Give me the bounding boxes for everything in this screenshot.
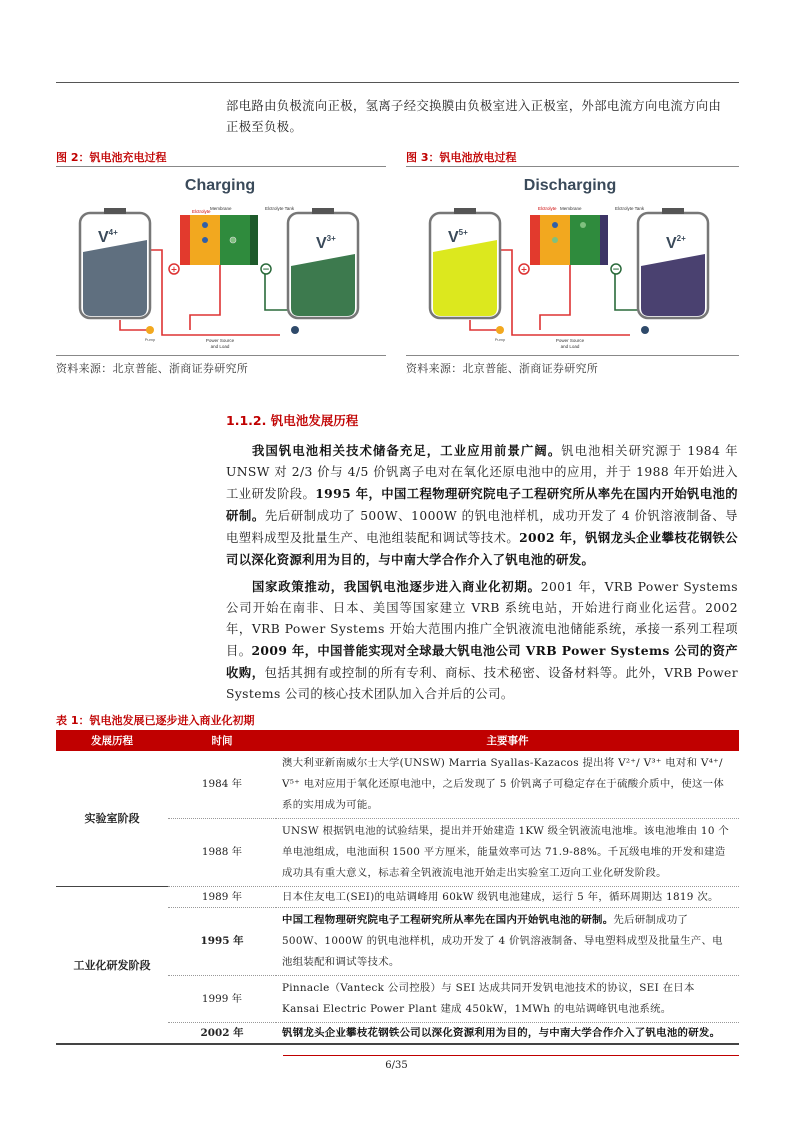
right-ion-label: $V^{2+}$ (666, 234, 686, 252)
table-caption: 表 1：钒电池发展已逐步进入商业化初期 (56, 714, 255, 727)
svg-text:+: + (520, 264, 528, 274)
figure-3-discharging-diagram (420, 170, 720, 356)
pump-left-icon (496, 326, 504, 334)
figure-2-title: Charging (184, 177, 256, 194)
section-paragraph-1: 我国钒电池相关技术储备充足，工业应用前景广阔。钒电池相关研究源于 1984 年 UNSW 对 2/3 价与 4/5 价钒离子电对在氧化还原电池中的应用，并于 1988 年开始进入工业研发阶段。1995 年，中国工程物理研究院电子工程研究所从率先在国内开始钒电池的研制。先后研制成功了 500W、1000W 的钒电池样机，成功开发了 4 价钒溶液制备、导电塑料成型及批量生产、电池组装配和调试等技术。2002 年，钒钢龙头企业攀枝花钢铁公司以深化资源利用为目的，与中南大学合作介入了钒电池的研发。 (226, 443, 739, 567)
figure-2-source: 资料来源：北京普能、浙商证券研究所 (56, 362, 249, 375)
figure-2-charging-diagram (70, 170, 370, 356)
event-cell: 钒钢龙头企业攀枝花钢铁公司以深化资源利用为目的，与中南大学合作介入了钒电池的研发。 (276, 1023, 739, 1045)
svg-text:−: − (262, 265, 270, 275)
stage-cell: 工业化研发阶段 (56, 887, 168, 1045)
footer-rule (283, 1055, 739, 1056)
stage-cell: 实验室阶段 (56, 751, 168, 887)
figure-3-caption: 图 3：钒电池放电过程 (406, 151, 517, 164)
column-header-event: 主要事件 (276, 730, 739, 751)
pump-left-icon (146, 326, 154, 334)
svg-text:Elctrolyte Tank: Elctrolyte Tank (615, 206, 645, 211)
year-cell: 1999 年 (168, 976, 276, 1023)
year-cell: 2002 年 (168, 1023, 276, 1045)
left-ion-label: $V^{5+}$ (448, 228, 468, 246)
svg-text:−: − (612, 265, 620, 275)
page-number: 6/35 (385, 1060, 408, 1071)
figure-3-rule (406, 166, 739, 167)
left-electrolyte-fill (433, 240, 497, 316)
table-row (56, 751, 739, 819)
svg-text:Membrane: Membrane (210, 206, 232, 211)
figure-2-caption: 图 2：钒电池充电过程 (56, 151, 167, 164)
svg-text:and Load: and Load (210, 344, 230, 349)
svg-text:Power Source: Power Source (205, 338, 235, 343)
intro-paragraph (226, 96, 738, 138)
year-cell: 1995 年 (168, 908, 276, 976)
event-cell: UNSW 根据钒电池的试验结果，提出并开始建造 1KW 级全钒液流电池堆。该电池堆由 10 个单电池组成，电池面积 1500 平方厘米，能量效率可达 71.9-88%。千瓦级电堆的开发和建造成功具有重大意义，标志着全钒液流电池开始走出实验室工迈向工业化研发阶段。 (276, 819, 739, 887)
intro-line-1: 部电路由负极流向正极，氢离子经交换膜由负极室进入正极室，外部电流方向电流方向由 (226, 99, 722, 113)
event-cell: 中国工程物理研究院电子工程研究所从率先在国内开始钒电池的研制。先后研制成功了 500W、1000W 的钒电池样机，成功开发了 4 价钒溶液制备、导电塑料成型及批量生产、电池组装配和调试等技术。 (276, 908, 739, 976)
intro-line-2: 正极至负极。 (226, 120, 303, 134)
svg-text:and Load: and Load (560, 344, 580, 349)
table-header-row (56, 730, 739, 751)
svg-text:Elctrolyte Tank: Elctrolyte Tank (265, 206, 295, 211)
section-paragraph-2: 国家政策推动，我国钒电池逐步进入商业化初期。2001 年，VRB Power Systems 公司开始在南非、日本、美国等国家建立 VRB 系统电站，开始进行商业化运营。2002 年，VRB Power Systems 开始大范围内推广全钒液流电池储能系统，承接一系列工程项目。2009 年，中国普能实现对全球最大钒电池公司 VRB Power Systems 公司的资产收购，包括其拥有或控制的所有专利、商标、技术秘密、设备材料等。此外，VRB Power Systems 公司的核心技术团队加入合并后的公司。 (226, 579, 738, 701)
year-cell: 1989 年 (168, 887, 276, 908)
figure-3-title: Discharging (523, 177, 617, 194)
event-cell: 日本住友电工(SEI)的电站调峰用 60kW 级钒电池建成，运行 5 年，循环周期达 1819 次。 (276, 887, 739, 908)
event-cell: Pinnacle（Vanteck 公司控股）与 SEI 达成共同开发钒电池技术的协议，SEI 在日本 Kansai Electric Power Plant 建成 450kW，1MWh 的电站调峰钒电池系统。 (276, 976, 739, 1023)
figure-2-rule (56, 166, 386, 167)
svg-text:Elctrolyte: Elctrolyte (538, 206, 557, 211)
year-cell: 1988 年 (168, 819, 276, 887)
svg-text:+: + (170, 264, 178, 274)
column-header-time: 时间 (168, 730, 276, 751)
figure-3-source: 资料来源：北京普能、浙商证券研究所 (406, 362, 599, 375)
svg-text:Membrane: Membrane (560, 206, 582, 211)
header-rule (56, 82, 739, 83)
section-title: 1.1.2. 钒电池发展历程 (226, 413, 359, 428)
svg-text:Elctrolyte: Elctrolyte (192, 209, 211, 214)
pump-right-icon (641, 326, 649, 334)
pump-right-icon (291, 326, 299, 334)
year-cell: 1984 年 (168, 751, 276, 819)
cell-electrode-left (180, 215, 190, 265)
left-ion-label: $V^{4+}$ (98, 228, 118, 246)
table-row (56, 887, 739, 908)
column-header-stage: 发展历程 (56, 730, 168, 751)
left-electrolyte-fill (83, 240, 147, 316)
svg-text:Pump: Pump (494, 337, 506, 342)
event-cell: 澳大利亚新南威尔士大学(UNSW) Marria Syallas-Kazacos 提出将 V²⁺/ V³⁺ 电对和 V⁴⁺/ V⁵⁺ 电对应用于氧化还原电池中，之后发现了 5 价钒离子可稳定存在于硫酸介质中，使这一体系的实用成为可能。 (276, 751, 739, 819)
right-ion-label: $V^{3+}$ (316, 234, 336, 252)
development-history-table (56, 730, 739, 1045)
svg-text:Power Source: Power Source (555, 338, 585, 343)
svg-text:Pump: Pump (144, 337, 156, 342)
